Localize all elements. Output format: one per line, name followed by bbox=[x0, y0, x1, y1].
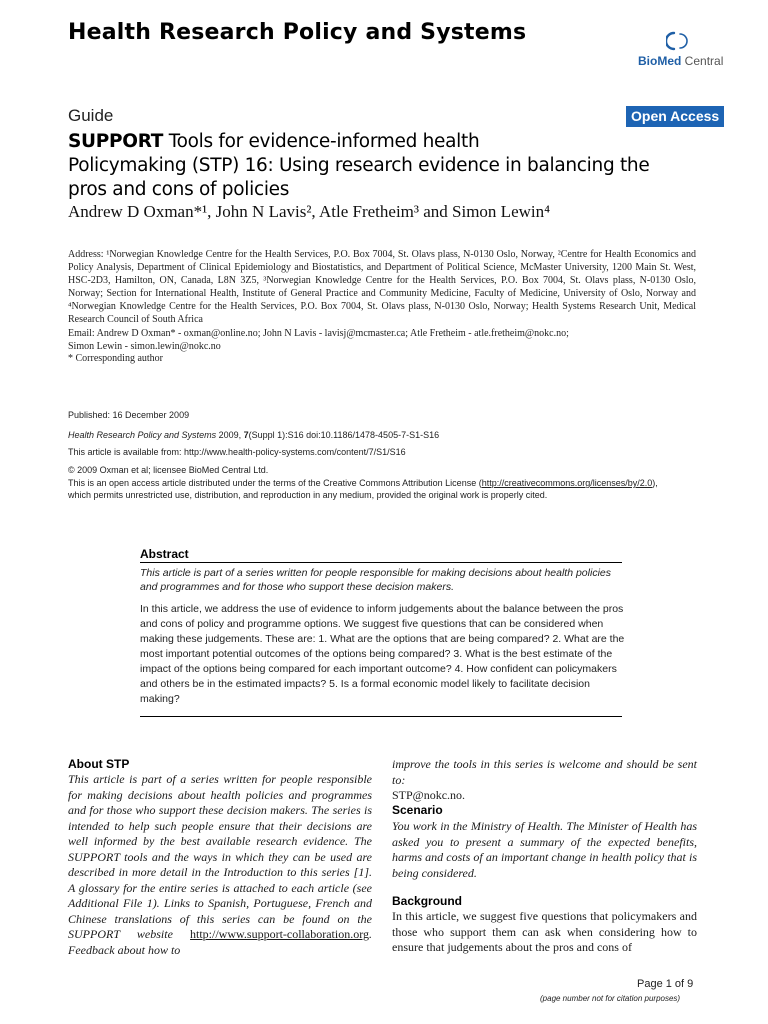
corresponding-author-note: * Corresponding author bbox=[68, 353, 163, 364]
scenario-body: You work in the Ministry of Health. The Minister of Health has asked you to present a summary of the expected benefits, harms and costs of an important change in health policy that is being considered. bbox=[392, 819, 697, 880]
about-stp-text bbox=[68, 772, 372, 958]
abstract-body: In this article, we address the use of evidence to inform judgements about the balance between the pros and cons of policy and programme options. We suggest five questions that can be considered when making these judgements. These are: 1. What are the options that are being compared? 2. What are the most important potential outcomes of the options being compared? 3. What is the best estimate of the impact of the options being compared for each important outcome? 4. How confident can policymakers and others be in the estimated impacts? 5. Is a formal economic model likely to facilitate decision making? bbox=[140, 603, 625, 705]
publisher-name bbox=[638, 54, 723, 68]
feedback-email: STP@nokc.no. bbox=[392, 788, 466, 802]
page-number: Page 1 of 9 bbox=[637, 978, 694, 990]
license-text-post: ), bbox=[652, 478, 658, 488]
article-type: Guide bbox=[68, 106, 114, 125]
citation-volume: 7 bbox=[243, 430, 249, 440]
abstract-bottom-rule bbox=[140, 716, 622, 717]
author-emails bbox=[68, 327, 696, 353]
background-text: In this article, we suggest five questions that policymakers and those who support them can ask when considering how to ensure that judgements about the pros and cons of bbox=[392, 909, 697, 954]
about-stp-heading: About STP bbox=[68, 757, 130, 771]
abstract-intro: This article is part of a series written for people responsible for making decisions about health policies and programmes and for those who support these decision makers. bbox=[140, 567, 611, 593]
journal-title: Health Research Policy and Systems bbox=[68, 20, 527, 45]
license-link[interactable]: http://creativecommons.org/licenses/by/2.0 bbox=[481, 478, 653, 488]
article-title bbox=[68, 130, 728, 202]
background-heading: Background bbox=[392, 894, 463, 908]
copyright: © 2009 Oxman et al; licensee BioMed Central Ltd. bbox=[68, 465, 269, 475]
authors: Andrew D Oxman*¹, John N Lavis², Atle Fretheim³ and Simon Lewin⁴ bbox=[68, 202, 551, 221]
citation-journal: Health Research Policy and Systems bbox=[68, 430, 217, 440]
citation-year: 2009, bbox=[216, 430, 244, 440]
open-access-badge: Open Access bbox=[626, 106, 724, 127]
about-stp-body: This article is part of a series written for people responsible for making decisions about health policies and programmes and for those who support these decision makers. The series is intended to help such people ensure that their decisions are well informed by the best available research evidence. The SUPPORT tools and the ways in which they can be used are described in more detail in the Introduction to this series [1]. A glossary for the entire series is attached to each article (see Additional File 1). Links to Spanish, Portuguese, French and Chinese translations of this series can be found on the SUPPORT website bbox=[68, 772, 372, 941]
publisher-central: Central bbox=[681, 54, 724, 68]
email-line-1: Email: Andrew D Oxman* - oxman@online.no; John N Lavis - lavisj@mcmaster.ca; Atle Fretheim - atle.fretheim@nokc.no; bbox=[68, 328, 569, 339]
abstract-top-rule bbox=[140, 562, 622, 563]
title-line-1: Tools for evidence-informed health bbox=[163, 131, 480, 152]
available-from: This article is available from: http://www.health-policy-systems.com/content/7/S1/S16 bbox=[68, 447, 406, 457]
biomed-central-logo bbox=[636, 30, 736, 70]
license-line-1 bbox=[68, 478, 658, 488]
license-text-pre: This is an open access article distributed under the terms of the Creative Commons Attribution License ( bbox=[68, 478, 482, 488]
abstract-heading: Abstract bbox=[140, 547, 189, 561]
email-line-2: Simon Lewin - simon.lewin@nokc.no bbox=[68, 341, 221, 352]
citation-rest: (Suppl 1):S16 doi:10.1186/1478-4505-7-S1-S16 bbox=[248, 430, 440, 440]
support-website-link[interactable]: http://www.support-collaboration.org bbox=[190, 927, 369, 941]
feedback-continuation: improve the tools in this series is welcome and should be sent to: bbox=[392, 757, 697, 787]
page-number-note: (page number not for citation purposes) bbox=[540, 994, 681, 1003]
scenario-text bbox=[392, 819, 697, 881]
right-column-intro bbox=[392, 757, 697, 804]
published-date: Published: 16 December 2009 bbox=[68, 410, 190, 420]
author-address: Address: ¹Norwegian Knowledge Centre for the Health Services, P.O. Box 7004, St. Olavs plass, N-0130 Oslo, Norway, ²Centre for Health Economics and Policy Analysis, Department of Clinical Epidemiology and Biostatistics, and Department of Political Science, McMaster University, 1200 Main St. West, HSC-2D3, Hamilton, ON, Canada, L8N 3Z5, ³Norwegian Knowledge Centre for the Health Services, P.O. Box 7004, St. Olavs plass, N-0130 Oslo, Norway; Section for International Health, Institute of General Practice and Community Medicine, Faculty of Medicine, University of Oslo, Norway and ⁴Norwegian Knowledge Centre for the Health Services, P.O. Box 7004, St. Olavs plass, N-0130 Oslo, Norway; Health Systems Research Unit, Medical Research Council of South Africa bbox=[68, 249, 696, 325]
license-line-2: which permits unrestricted use, distribution, and reproduction in any medium, provided the original work is properly cited. bbox=[68, 490, 548, 500]
title-line-3: pros and cons of policies bbox=[68, 179, 290, 200]
about-stp-tail: . Feedback about how to bbox=[68, 927, 372, 957]
title-support-bold: SUPPORT bbox=[68, 131, 164, 152]
title-line-2: Policymaking (STP) 16: Using research evidence in balancing the bbox=[68, 155, 650, 176]
publisher-bio: BioMed bbox=[638, 54, 682, 68]
biomed-swirl-icon bbox=[666, 30, 690, 52]
scenario-heading: Scenario bbox=[392, 803, 443, 817]
citation bbox=[68, 430, 439, 440]
